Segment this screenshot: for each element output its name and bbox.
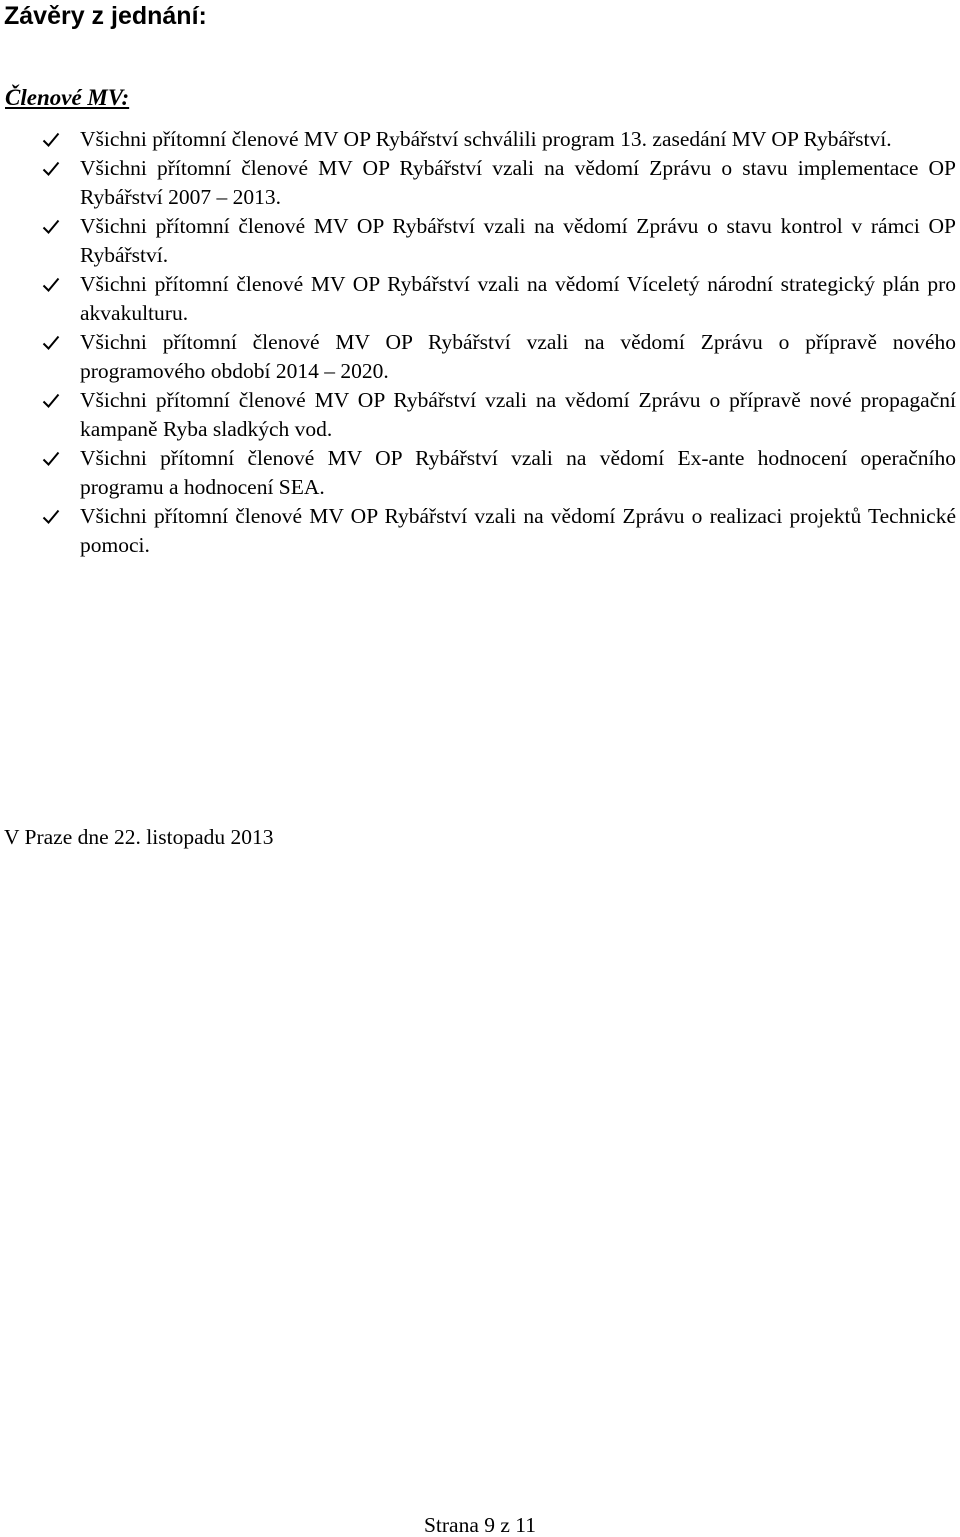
conclusion-text: Všichni přítomní členové MV OP Rybářství vzali na vědomí Zprávu o stavu implementace OP Rybářství 2007 – 2013.: [80, 156, 956, 209]
conclusion-text: Všichni přítomní členové MV OP Rybářství schválili program 13. zasedání MV OP Rybářství.: [80, 127, 892, 151]
section-title: Členové MV:: [5, 85, 130, 110]
conclusion-item: [42, 502, 956, 560]
conclusion-item: [42, 154, 956, 212]
conclusion-item: [42, 386, 956, 444]
conclusion-text: Všichni přítomní členové MV OP Rybářství vzali na vědomí Zprávu o realizaci projektů Technické pomoci.: [80, 504, 956, 557]
conclusion-item: [42, 328, 956, 386]
check-icon: [42, 509, 60, 525]
conclusion-text: Všichni přítomní členové MV OP Rybářství vzali na vědomí Víceletý národní strategický plán pro akvakulturu.: [80, 272, 956, 325]
check-icon: [42, 335, 60, 351]
check-icon: [42, 451, 60, 467]
check-icon: [42, 132, 60, 148]
check-icon: [42, 161, 60, 177]
check-icon: [42, 277, 60, 293]
place-date: V Praze dne 22. listopadu 2013: [4, 825, 274, 849]
check-icon: [42, 219, 60, 235]
conclusions-list: [42, 125, 956, 560]
page-number: Strana 9 z 11: [423, 1513, 537, 1537]
document-heading: Závěry z jednání:: [4, 2, 207, 30]
conclusion-text: Všichni přítomní členové MV OP Rybářství vzali na vědomí Zprávu o přípravě nového programového období 2014 – 2020.: [80, 330, 956, 383]
conclusion-text: Všichni přítomní členové MV OP Rybářství vzali na vědomí Zprávu o přípravě nové propagační kampaně Ryba sladkých vod.: [80, 388, 956, 441]
conclusion-item: [42, 444, 956, 502]
conclusion-item: [42, 270, 956, 328]
conclusion-item: [42, 212, 956, 270]
check-icon: [42, 393, 60, 409]
conclusion-text: Všichni přítomní členové MV OP Rybářství vzali na vědomí Ex-ante hodnocení operačního programu a hodnocení SEA.: [80, 446, 956, 499]
conclusion-item: [42, 125, 956, 154]
conclusion-text: Všichni přítomní členové MV OP Rybářství vzali na vědomí Zprávu o stavu kontrol v rámci OP Rybářství.: [80, 214, 956, 267]
